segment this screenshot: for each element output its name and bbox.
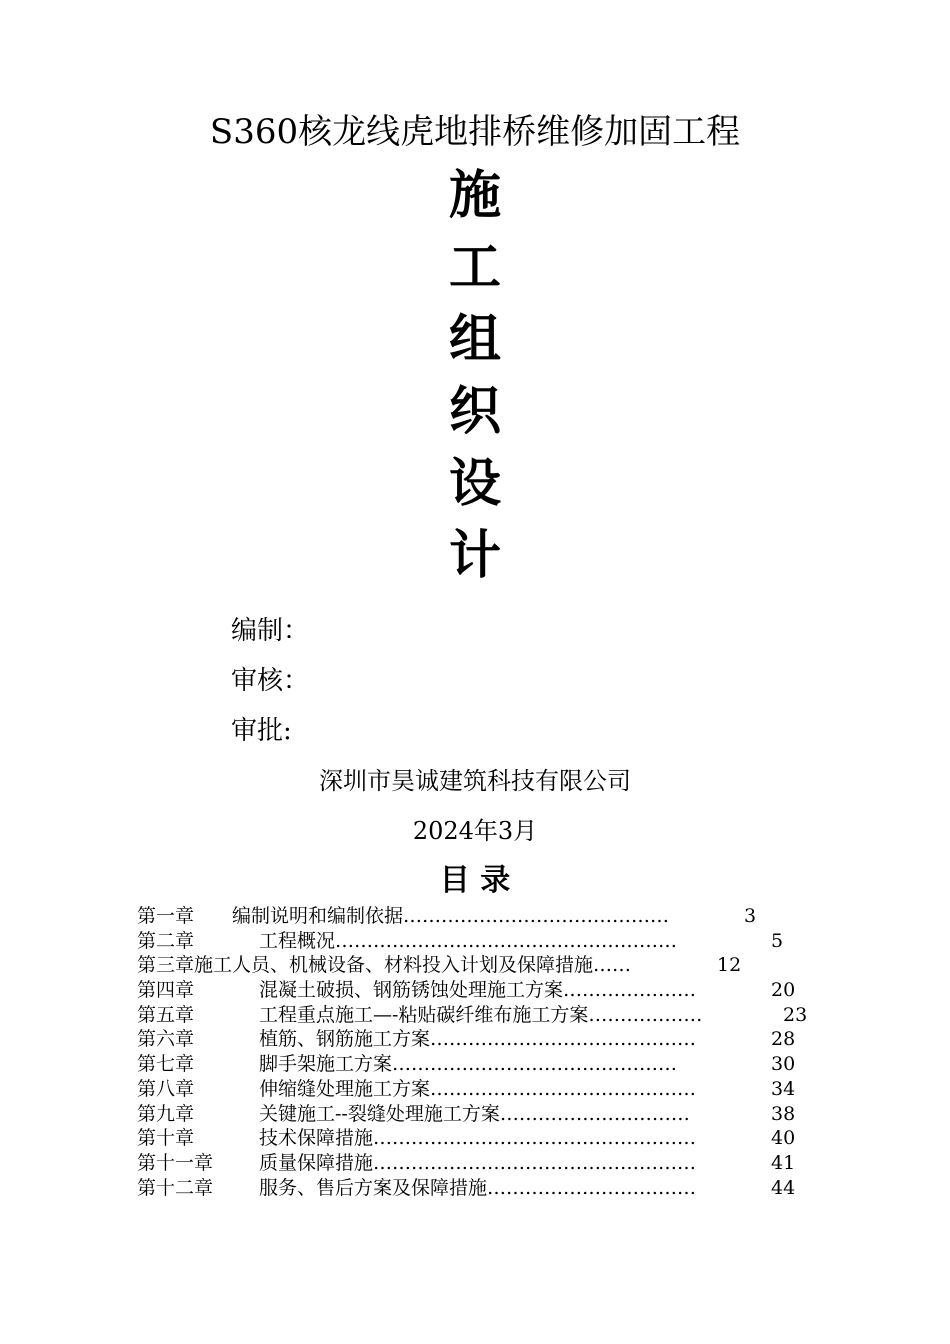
toc-chapter: 第六章 xyxy=(137,1028,195,1051)
toc-page: 23 xyxy=(783,1003,808,1026)
toc-page: 41 xyxy=(771,1151,796,1174)
toc-title: 植筋、钢筋施工方案…………………………………… xyxy=(259,1028,697,1051)
toc-entry[interactable] xyxy=(137,1126,817,1151)
toc-page: 28 xyxy=(771,1028,796,1051)
toc-page: 3 xyxy=(744,905,757,927)
toc-page: 5 xyxy=(771,929,784,952)
toc-entry[interactable] xyxy=(137,904,817,929)
document-title-char: 组 xyxy=(448,310,501,370)
toc-title: 工程重点施工—-粘贴碳纤维布施工方案……………… xyxy=(259,1003,703,1026)
toc-chapter: 第三章施工人员、机械设备、材料投入计划及保障措施…… xyxy=(137,954,632,977)
document-title xyxy=(0,160,950,592)
document-title-char: 计 xyxy=(448,526,501,586)
toc-title: 编制说明和编制依据…………………………………… xyxy=(232,905,670,927)
toc-entry[interactable] xyxy=(137,1151,817,1176)
table-of-contents xyxy=(137,904,817,1200)
toc-page: 20 xyxy=(771,979,796,1002)
document-date: 2024年3月 xyxy=(412,817,538,845)
toc-title: 混凝土破损、钢筋锈蚀处理施工方案………………… xyxy=(259,979,697,1002)
document-title-char: 工 xyxy=(448,238,501,298)
toc-page: 44 xyxy=(771,1176,796,1199)
toc-chapter: 第九章 xyxy=(137,1102,195,1125)
toc-chapter: 第一章 xyxy=(137,905,195,927)
toc-chapter: 第八章 xyxy=(137,1077,195,1100)
toc-title: 脚手架施工方案……………………………………… xyxy=(259,1053,678,1076)
toc-page: 30 xyxy=(771,1053,796,1076)
toc-heading: 目 录 xyxy=(439,863,511,898)
toc-entry[interactable] xyxy=(137,953,817,978)
toc-entry[interactable] xyxy=(137,1027,817,1052)
project-title: S360核龙线虎地排桥维修加固工程 xyxy=(209,112,741,152)
toc-title: 关键施工--裂缝处理施工方案………………………… xyxy=(259,1102,690,1125)
toc-chapter: 第七章 xyxy=(137,1053,195,1076)
toc-entry[interactable] xyxy=(137,1102,817,1127)
toc-chapter: 第十二章 xyxy=(137,1176,214,1199)
toc-title: 服务、售后方案及保障措施…………………………… xyxy=(259,1176,697,1199)
toc-page: 40 xyxy=(771,1127,796,1150)
toc-chapter: 第十章 xyxy=(137,1127,195,1150)
toc-title: 技术保障措施…………………………………………… xyxy=(259,1127,697,1150)
toc-entry[interactable] xyxy=(137,1077,817,1102)
compiled-by-label: 编制： xyxy=(231,616,310,646)
toc-page: 34 xyxy=(771,1077,796,1100)
toc-chapter: 第二章 xyxy=(137,929,195,952)
toc-page: 38 xyxy=(771,1102,796,1125)
toc-page: 12 xyxy=(717,954,742,977)
toc-chapter: 第五章 xyxy=(137,1003,195,1026)
toc-title: 质量保障措施…………………………………………… xyxy=(259,1151,697,1174)
toc-title: 伸缩缝处理施工方案…………………………………… xyxy=(259,1077,697,1100)
company-name: 深圳市昊诚建筑科技有限公司 xyxy=(319,767,631,795)
toc-entry[interactable] xyxy=(137,1052,817,1077)
toc-entry[interactable] xyxy=(137,929,817,954)
toc-entry[interactable] xyxy=(137,1176,817,1201)
toc-entry[interactable] xyxy=(137,978,817,1003)
toc-chapter: 第十一章 xyxy=(137,1151,214,1174)
toc-title: 工程概况……………………………………………… xyxy=(259,929,678,952)
document-title-char: 设 xyxy=(448,454,501,514)
document-title-char: 施 xyxy=(448,166,501,226)
approved-by-label: 审批: xyxy=(231,716,292,746)
document-title-char: 织 xyxy=(448,382,501,442)
reviewed-by-label: 审核： xyxy=(231,666,310,696)
toc-entry[interactable] xyxy=(137,1003,817,1028)
toc-chapter: 第四章 xyxy=(137,979,195,1002)
